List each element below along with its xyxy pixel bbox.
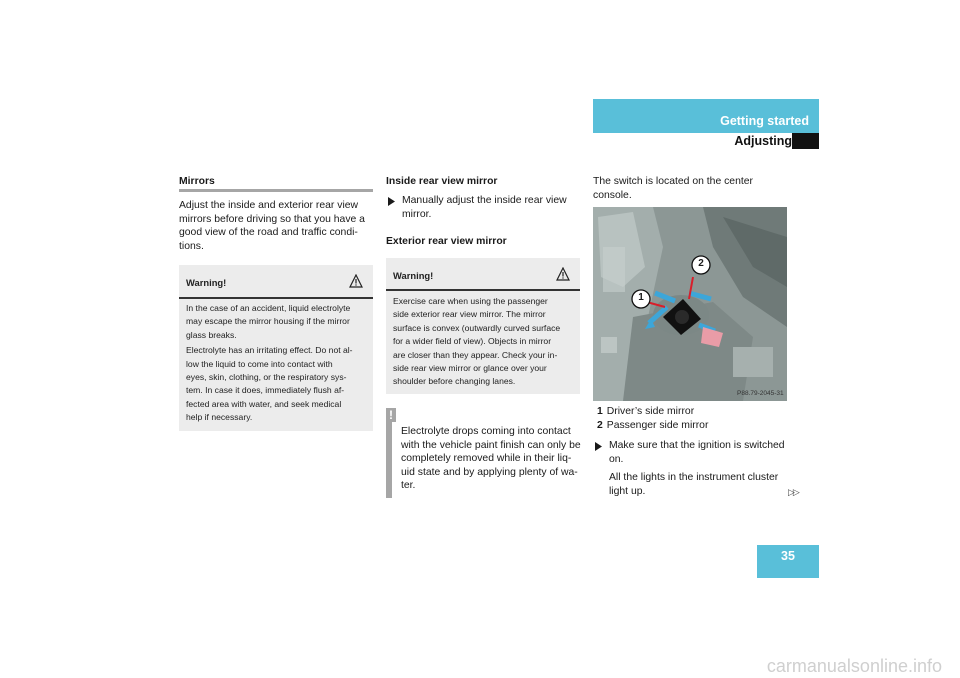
callout-2-marker: 2 xyxy=(698,258,704,269)
continue-arrow-icon: ▷▷ xyxy=(788,487,798,497)
photo-credit: P88.79-2045-31 xyxy=(737,390,784,397)
warning-text: Exercise care when using the passenger side exterior rear view mirror. The mirror surface is convex (outwardly curved surface for a wider field of view). Objects in mirror are closer than they appear. Check your in- side rear view mirror or glance over your shoulder before changing lanes. xyxy=(393,296,561,387)
callout-1-marker: 1 xyxy=(638,292,644,303)
subheader-marker xyxy=(792,133,819,149)
warning-triangle-icon xyxy=(556,267,570,281)
page-number: 35 xyxy=(781,549,795,563)
switch-location-text: The switch is located on the center console. xyxy=(593,176,753,201)
heading-rule xyxy=(179,189,373,192)
callout-item-1: 1 Driver’s side mirror xyxy=(597,406,695,417)
warning-rule xyxy=(386,289,580,291)
mirrors-heading: Mirrors xyxy=(179,176,215,187)
warning-box-convex xyxy=(386,258,580,394)
ignition-step: Make sure that the ignition is switched on. xyxy=(609,440,785,465)
ignition-result: All the lights in the instrument cluster light up. xyxy=(609,472,779,497)
warning-text: In the case of an accident, liquid electrolyte may escape the mirror housing if the mirror glass breaks. Electrolyte has an irritating effect. Do not al- low the liquid to come into contact with eyes, skin, clothing, or the respiratory sys- tem. In case it does, immediately flush af- fected area with water, and seek medical help if necessary. xyxy=(186,303,353,423)
callout-legend xyxy=(597,405,708,432)
section-title: Getting started xyxy=(720,114,809,128)
inside-mirror-step: Manually adjust the inside rear view mirror. xyxy=(402,195,567,220)
intro-paragraph: Adjust the inside and exterior rear view mirrors before driving so that you have a good view of the road and traffic condi- tions. xyxy=(179,200,365,252)
warning-title: Warning! xyxy=(186,277,227,288)
warning-title: Warning! xyxy=(393,270,434,281)
warning-triangle-icon xyxy=(349,274,363,288)
subsection-title: Adjusting xyxy=(734,134,792,148)
callout-item-2: 2 Passenger side mirror xyxy=(597,419,709,431)
mirror-switch-photo xyxy=(593,207,787,401)
warning-rule xyxy=(179,297,373,299)
note-marker: ! xyxy=(386,408,396,422)
warning-box-electrolyte xyxy=(179,265,373,431)
watermark: carmanualsonline.info xyxy=(766,656,942,676)
inside-mirror-heading: Inside rear view mirror xyxy=(386,176,498,187)
bullet-arrow-icon xyxy=(388,197,395,206)
note-text: Electrolyte drops coming into contact with the vehicle paint finish can only be completely removed while in their liq- uid state and by applying plenty of wa- ter. xyxy=(401,426,581,492)
bullet-arrow-icon xyxy=(595,442,602,451)
exterior-mirror-heading: Exterior rear view mirror xyxy=(386,236,507,247)
